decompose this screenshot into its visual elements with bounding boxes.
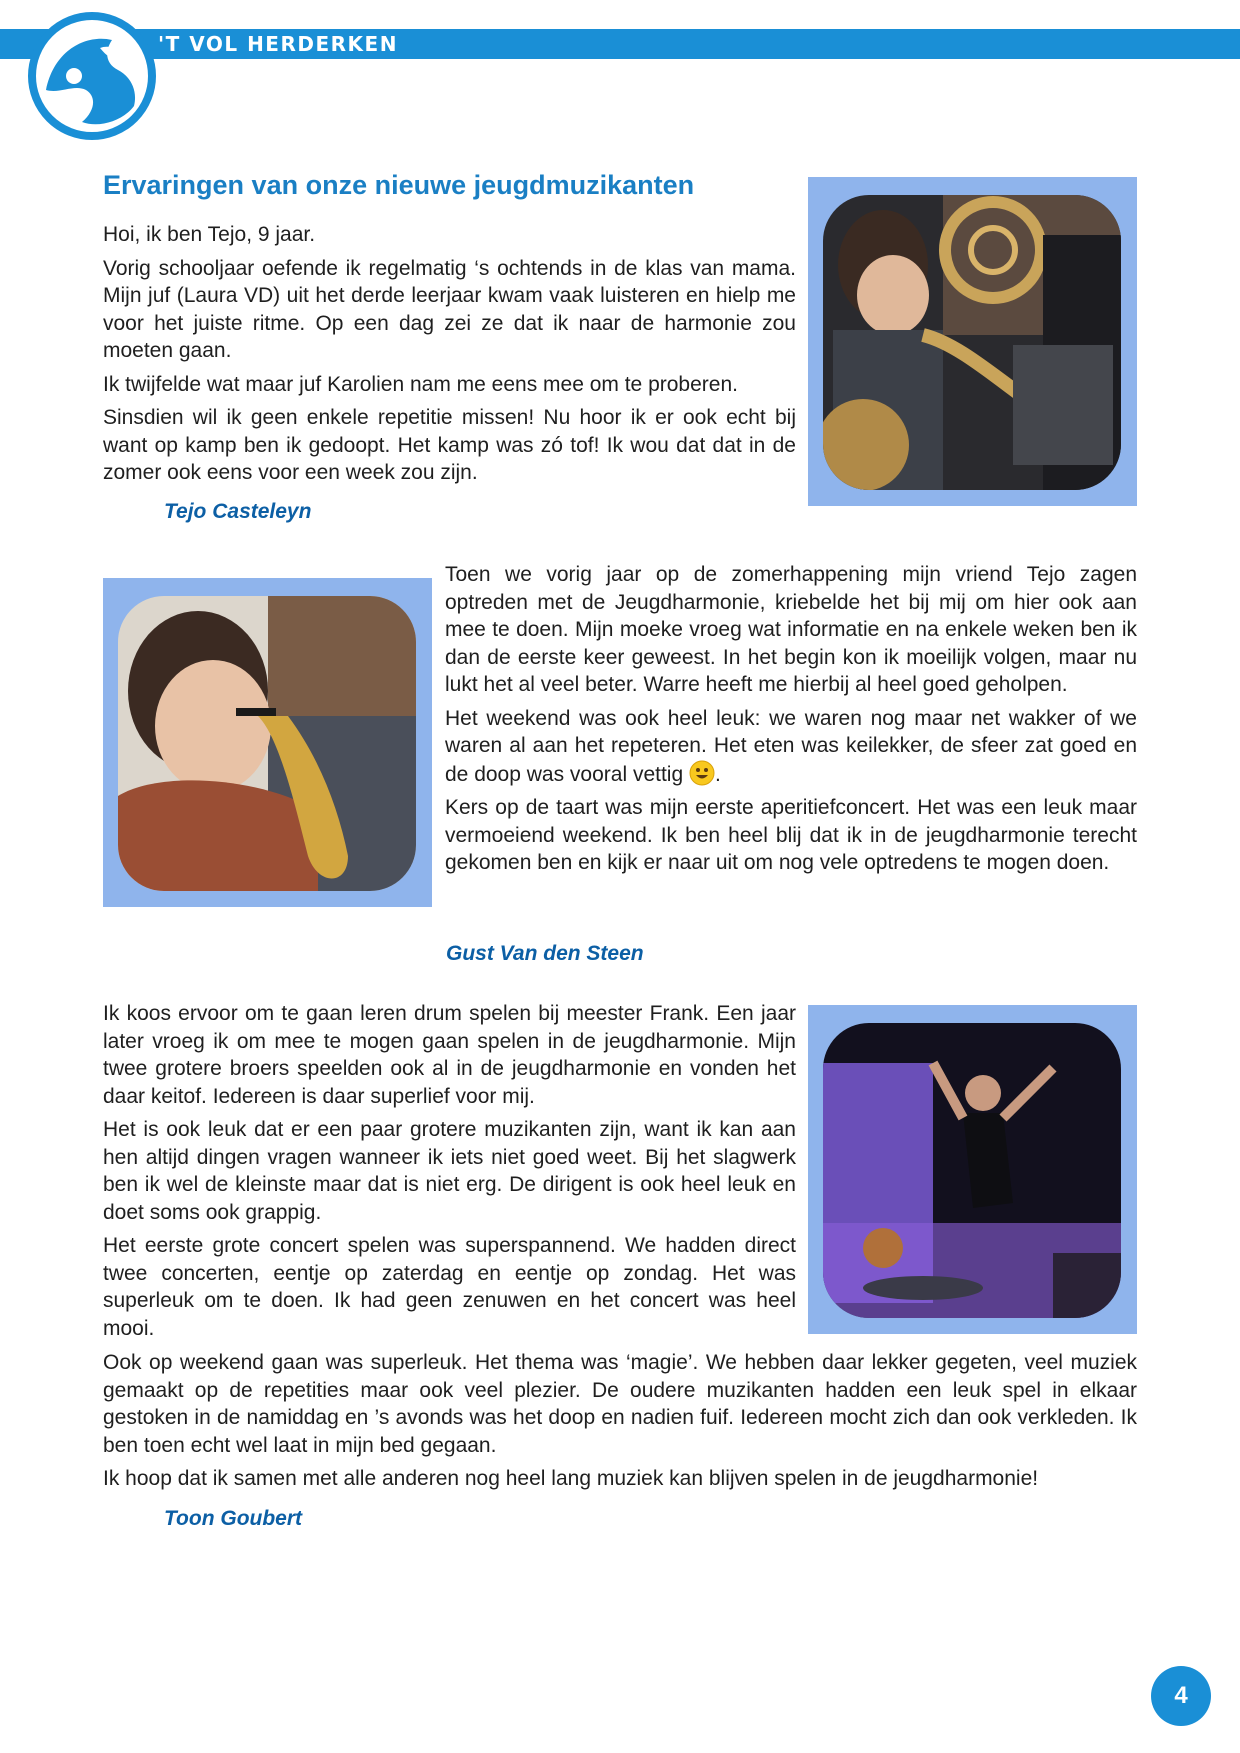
paragraph: Het is ook leuk dat er een paar grotere muzikanten zijn, want ik kan aan hen altijd dingen vragen wanneer ik iets niet goed weet. Bij het slagwerk ben ik wel de kleinste maar dat is niet erg. De dirigent is ook heel leuk en doet soms ook grappig.	[103, 1118, 796, 1224]
photo-horn-player	[808, 177, 1137, 506]
page-number: 4	[1151, 1666, 1211, 1726]
signature-gust: Gust Van den Steen	[446, 942, 644, 965]
magazine-title: 'T VOL HERDERKEN	[158, 32, 398, 56]
article-heading: Ervaringen van onze nieuwe jeugdmuzikanten	[103, 170, 695, 200]
paragraph-with-emoji	[445, 705, 1137, 789]
paragraph: Ook op weekend gaan was superleuk. Het thema was ‘magie’. We hebben daar lekker gegeten, veel muziek gemaakt op de repetities maar ook veel plezier. De oudere muzikanten hadden een leuk spel in elkaar gestoken in de namiddag en ’s avonds was het doop en nadien fuif. Iedereen mocht zich dan ook verkleden. Ik ben toen echt wel laat in mijn bed gegaan.	[103, 1351, 1137, 1457]
toon-full-text	[103, 1349, 1137, 1499]
paragraph: Ik twijfelde wat maar juf Karolien nam me eens mee om te proberen.	[103, 372, 738, 396]
paragraph-end: .	[715, 762, 721, 786]
photo-drummer-stage	[808, 1005, 1137, 1334]
paragraph: Toen we vorig jaar op de zomerhappening mijn vriend Tejo zagen optreden met de Jeugdharmonie, kriebelde het bij mij om hier ook aan mee te doen. Mijn moeke vroeg wat informatie en na enkele weken ben ik dan de eerste keer geweest. In het begin kon ik moeilijk volgen, maar nu lukt het al veel beter. Warre heeft me hierbij al heel goed geholpen.	[445, 563, 1137, 696]
herder-logo-icon	[26, 10, 158, 142]
paragraph: Ik hoop dat ik samen met alle anderen nog heel lang muziek kan blijven spelen in de jeugdharmonie!	[103, 1467, 1039, 1490]
tejo-text	[103, 221, 796, 493]
paragraph: Ik koos ervoor om te gaan leren drum spelen bij meester Frank. Een jaar later vroeg ik om mee te mogen gaan spelen in de jeugdharmonie. Mijn twee grotere broers speelden ook al in de jeugdharmonie en vonden het daar keitof. Iedereen is daar superlief voor mij.	[103, 1002, 796, 1108]
signature-tejo: Tejo Casteleyn	[164, 500, 312, 523]
toon-column-text	[103, 1000, 796, 1348]
paragraph: Hoi, ik ben Tejo, 9 jaar.	[103, 223, 316, 246]
photo-saxophone-player	[103, 578, 432, 907]
paragraph: Kers op de taart was mijn eerste aperitiefconcert. Het was een leuk maar vermoeiend weekend. Ik ben heel blij dat ik in de jeugdharmonie terecht gekomen ben en kijk er naar uit om nog vele optredens te mogen doen.	[445, 796, 1137, 874]
signature-toon: Toon Goubert	[164, 1507, 303, 1530]
paragraph: Sinsdien wil ik geen enkele repetitie missen! Nu hoor ik er ook echt bij want op kamp ben ik gedoopt. Het kamp was zó tof! Ik wou dat dat in de zomer ook eens voor een week zou zijn.	[103, 406, 796, 484]
smiley-icon	[689, 760, 715, 786]
paragraph-text: Het weekend was ook heel leuk: we waren nog maar net wakker of we waren al aan het repeteren. Het eten was keilekker, de sfeer zat goed en de doop was vooral vettig	[445, 706, 1137, 786]
paragraph: Vorig schooljaar oefende ik regelmatig ‘s ochtends in de klas van mama. Mijn juf (Laura VD) uit het derde leerjaar kwam vaak luisteren en hielp me voor het juiste ritme. Op een dag zei ze dat ik naar de harmonie zou moeten gaan.	[103, 256, 796, 362]
paragraph: Het eerste grote concert spelen was superspannend. We hadden direct twee concerten, eentje op zaterdag en eentje op zondag. Het was superleuk om te doen. Ik had geen zenuwen en het concert was heel mooi.	[103, 1234, 796, 1340]
gust-text	[445, 561, 1137, 883]
